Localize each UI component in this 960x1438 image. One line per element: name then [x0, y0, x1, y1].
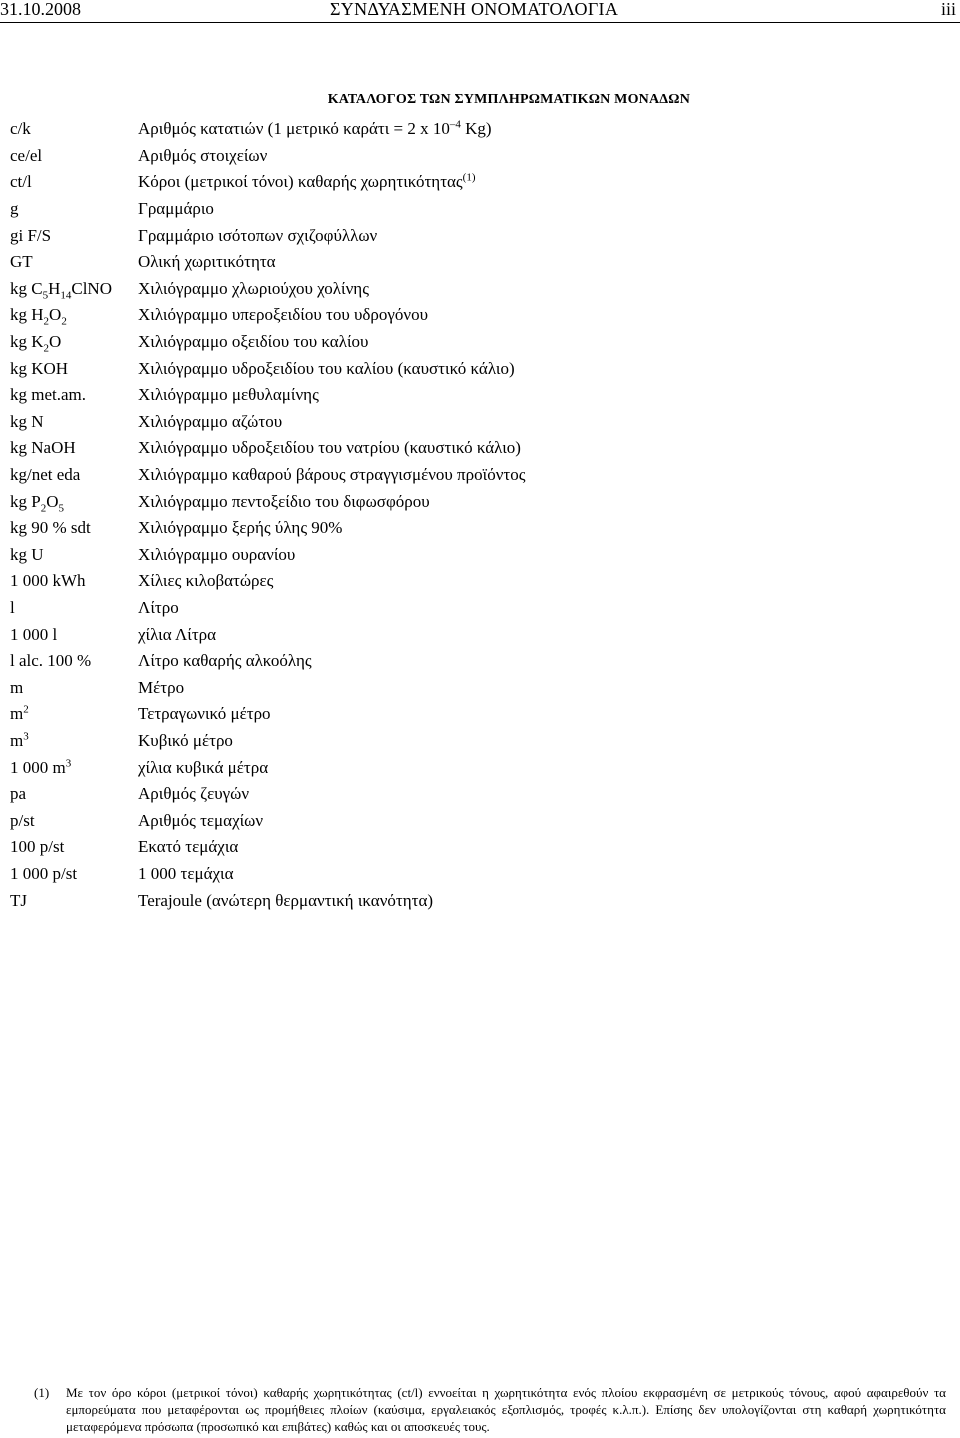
unit-abbreviation: ce/el [10, 145, 43, 165]
unit-abbreviation: 100 p/st [10, 837, 65, 857]
unit-abbreviation: p/st [10, 810, 35, 830]
unit-row [10, 143, 950, 170]
unit-description: Λίτρο καθαρής αλκοόλης [138, 651, 312, 671]
unit-description: Εκατό τεμάχια [138, 837, 239, 857]
unit-description: Αριθμός ζευγών [138, 784, 250, 804]
unit-abbreviation: kg/net eda [10, 465, 81, 485]
unit-row [10, 887, 950, 914]
unit-row [10, 196, 950, 223]
unit-row [10, 488, 950, 515]
footnote-marker: (1) [34, 1385, 50, 1400]
unit-abbreviation: 1 000 p/st [10, 863, 78, 883]
supplementary-units-list [10, 116, 950, 914]
unit-row [10, 169, 950, 196]
unit-description: Μέτρο [138, 677, 185, 697]
unit-abbreviation: kg KOH [10, 358, 69, 378]
unit-description: Κόροι (μετρικοί τόνοι) καθαρής χωρητικότητας$^{(1)}$ [138, 171, 476, 192]
unit-row [10, 409, 950, 436]
unit-description: Χιλιόγραμμο μεθυλαμίνης [138, 385, 319, 405]
unit-description: Λίτρο [138, 597, 179, 617]
unit-row [10, 382, 950, 409]
unit-description: Χιλιόγραμμο υδροξειδίου του καλίου (καυστικό κάλιο) [138, 358, 515, 378]
unit-abbreviation: kg NaOH [10, 438, 76, 458]
unit-description: Αριθμός τεμαχίων [138, 810, 264, 830]
unit-abbreviation: kg $C_5H_{14}ClNO$ [10, 278, 112, 302]
unit-row [10, 674, 950, 701]
unit-abbreviation: gi F/S [10, 225, 52, 245]
unit-abbreviation: l [10, 597, 15, 617]
unit-description: Ολική χωριτικότητα [138, 252, 276, 272]
footnote-text: Με τον όρο κόροι (μετρικοί τόνοι) καθαρής χωρητικότητας (ct/l) εννοείται η χωρητικότητα ενός πλοίου εκφρασμένη σε μετρικούς τόνους, αφού αφαιρεθούν τα εμπορεύματα που μεταφέρονται ως προμήθειες πλοίων (καύσιμα, εργαλειακός εξοπλισμός, τροφές κ.λ.π.). Επίσης δεν υπολογίζονται στη καθαρή χωρητικότητα μεταφερόμενα πρόσωπα (προσωπικό και επιβάτες) καθώς και οι αποσκευές τους. [66, 1385, 946, 1434]
unit-abbreviation: pa [10, 784, 27, 804]
unit-abbreviation: TJ [10, 890, 27, 910]
running-header [0, 0, 960, 23]
unit-description: Χιλιόγραμμο ουρανίου [138, 544, 296, 564]
unit-description: 1 000 τεμάχια [138, 863, 234, 883]
unit-description: Χιλιόγραμμο υδροξειδίου του νατρίου (καυστικό κάλιο) [138, 438, 521, 458]
section-title-text: ΚΑΤΑΛΟΓΟΣ ΤΩΝ ΣΥΜΠΛΗΡΩΜΑΤΙΚΩΝ ΜΟΝΑΔΩΝ [327, 92, 690, 107]
unit-abbreviation: kg N [10, 411, 44, 431]
unit-row [10, 249, 950, 276]
unit-description: Χιλιόγραμμο οξειδίου του καλίου [138, 332, 369, 352]
unit-row [10, 116, 950, 143]
unit-row [10, 861, 950, 888]
footnote [36, 1384, 946, 1435]
unit-description: Αριθμός στοιχείων [138, 145, 268, 165]
unit-row [10, 834, 950, 861]
unit-abbreviation: kg U [10, 544, 44, 564]
unit-abbreviation: m [10, 677, 24, 697]
unit-row [10, 515, 950, 542]
unit-description: χίλια κυβικά μέτρα [138, 757, 269, 777]
unit-row [10, 302, 950, 329]
unit-description: Χίλιες κιλοβατώρες [138, 571, 274, 591]
unit-abbreviation: kg $H_2O_2$ [10, 305, 67, 328]
unit-abbreviation: kg $K_2O$ [10, 332, 62, 355]
unit-description: Κυβικό μέτρο [138, 730, 233, 750]
header-date: 31.10.2008 [0, 0, 81, 19]
unit-row [10, 568, 950, 595]
unit-description: Terajoule (ανώτερη θερμαντική ικανότητα) [138, 890, 434, 910]
unit-abbreviation: kg 90 % sdt [10, 518, 91, 538]
unit-row [10, 595, 950, 622]
unit-abbreviation: 1 000 l [10, 624, 58, 644]
unit-abbreviation: $m^3$ [10, 730, 29, 750]
unit-row [10, 648, 950, 675]
unit-abbreviation: g [10, 199, 19, 219]
unit-description: Χιλιόγραμμο καθαρού βάρους στραγγισμένου προϊόντος [138, 465, 526, 485]
section-title [0, 92, 960, 108]
unit-description: Χιλιόγραμμο αζώτου [138, 411, 283, 431]
unit-description: χίλια Λίτρα [138, 624, 217, 644]
unit-row [10, 329, 950, 356]
unit-row [10, 728, 950, 755]
unit-row [10, 781, 950, 808]
unit-abbreviation: kg met.am. [10, 385, 87, 405]
unit-row [10, 222, 950, 249]
unit-description: Γραμμάριο [138, 199, 214, 219]
unit-description: Γραμμάριο ισότοπων σχιζοφύλλων [138, 225, 378, 245]
unit-row [10, 462, 950, 489]
unit-abbreviation: ct/l [10, 172, 32, 192]
unit-row [10, 276, 950, 303]
unit-abbreviation: $m^2$ [10, 703, 29, 724]
unit-description: Τετραγωνικό μέτρο [138, 704, 271, 724]
unit-abbreviation: kg $P_2O_5$ [10, 491, 64, 514]
unit-abbreviation: 1 000 kWh [10, 571, 86, 591]
unit-row [10, 807, 950, 834]
unit-row [10, 435, 950, 462]
unit-abbreviation: 1 000 $m^3$ [10, 756, 72, 777]
unit-row [10, 621, 950, 648]
unit-description: Χιλιόγραμμο υπεροξειδίου του υδρογόνου [138, 305, 429, 325]
unit-row [10, 355, 950, 382]
unit-row [10, 701, 950, 728]
unit-row [10, 542, 950, 569]
unit-abbreviation: GT [10, 252, 33, 272]
unit-description: Χιλιόγραμμο χλωριούχου χολίνης [138, 278, 369, 298]
unit-row [10, 754, 950, 781]
unit-abbreviation: l alc. 100 % [10, 651, 92, 671]
unit-description: Χιλιόγραμμο πεντοξείδιο του διφωσφόρου [138, 491, 430, 511]
unit-abbreviation: c/k [10, 119, 31, 139]
header-title: ΣΥΝΔΥΑΣΜΕΝΗ ΟΝΟΜΑΤΟΛΟΓΙΑ [330, 0, 619, 19]
unit-description: Χιλιόγραμμο ξερής ύλης 90% [138, 518, 343, 538]
header-page-number: iii [940, 0, 956, 19]
unit-description: Αριθμός κατατιών (1 μετρικό καράτι = 2 x $10^{-4}$ Kg) [138, 118, 492, 139]
